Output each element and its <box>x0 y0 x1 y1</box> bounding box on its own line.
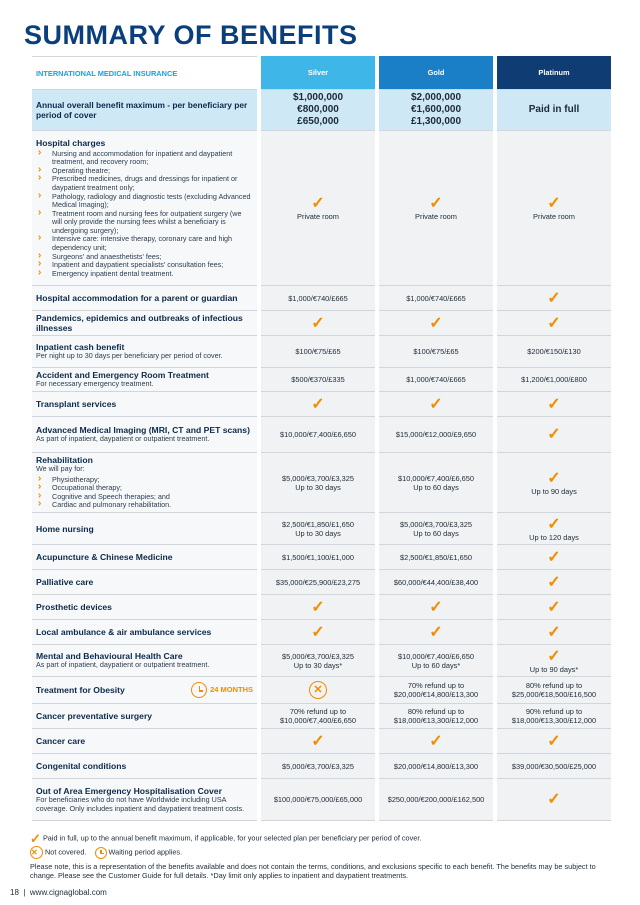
hospital-charges-gold: ✓ Private room <box>379 131 493 286</box>
table-row <box>32 368 611 392</box>
imaging-silver: $10,000/€7,400/£6,650 <box>261 417 375 453</box>
mental-platinum: ✓ Up to 90 days* <box>497 645 611 677</box>
accident-sub: For necessary emergency treatment. <box>36 379 154 389</box>
cash-benefit-platinum: $200/€150/£130 <box>497 336 611 368</box>
check-icon: ✓ <box>30 831 41 846</box>
cancer-prev-platinum: 90% refund up to $18,000/€13,300/£12,000 <box>497 704 611 729</box>
ambulance-label: Local ambulance & air ambulance services <box>36 627 212 637</box>
hospital-charges-cell <box>32 131 257 286</box>
parent-accom-label: Hospital accommodation for a parent or guardian <box>36 293 238 303</box>
rehab-silver: $5,000/€3,700/£3,325 Up to 30 days <box>261 453 375 513</box>
not-covered-icon: ✕ <box>30 846 43 859</box>
pandemics-label: Pandemics, epidemics and outbreaks of infectious illnesses <box>36 313 243 333</box>
hospital-charges-platinum: ✓ Private room <box>497 131 611 286</box>
obesity-gold: 70% refund up to $20,000/€14,800/£13,300 <box>379 677 493 704</box>
hospital-charges-silver: ✓ Private room <box>261 131 375 286</box>
accident-label: Accident and Emergency Room Treatment <box>36 370 209 381</box>
table-row <box>32 131 611 286</box>
table-row <box>32 779 611 821</box>
check-icon: ✓ <box>547 623 561 641</box>
accident-gold: $1,000/€740/£665 <box>379 368 493 392</box>
check-icon: ✓ <box>429 395 443 413</box>
check-icon: ✓ <box>547 791 561 808</box>
table-row <box>32 620 611 645</box>
rehab-platinum: ✓ Up to 90 days <box>497 453 611 513</box>
legend-paid-in-full: ✓ Paid in full, up to the annual benefit maximum, if applicable, for your selected plan per beneficiary per period of cover. <box>30 831 422 846</box>
acupuncture-gold: $2,500/€1,850/£1,650 <box>379 545 493 570</box>
mental-sub: As part of inpatient, daypatient or outpatient treatment. <box>36 660 210 670</box>
list-item: › Cognitive and Speech therapies; and <box>36 493 253 502</box>
annual-max-silver: $1,000,000 €800,000 £650,000 <box>261 90 375 131</box>
table-row <box>32 595 611 620</box>
imaging-gold: $15,000/€12,000/£9,650 <box>379 417 493 453</box>
plan-platinum-header: Platinum <box>497 56 611 90</box>
website-link: www.cignaglobal.com <box>29 888 107 897</box>
check-icon: ✓ <box>547 469 561 487</box>
rehab-list <box>36 476 253 510</box>
acupuncture-label: Acupuncture & Chinese Medicine <box>36 552 173 562</box>
list-item: › Treatment room and nursing fees for outpatient surgery (we will only provide the nursing fees whilst a beneficiary is undergoing surgery); <box>36 210 253 236</box>
check-icon: ✓ <box>311 395 325 413</box>
obesity-label: Treatment for Obesity <box>36 684 125 695</box>
imaging-sub: As part of inpatient, daypatient or outpatient treatment. <box>36 434 210 444</box>
home-nursing-gold: $5,000/€3,700/£3,325 Up to 60 days <box>379 513 493 545</box>
plan-silver-header: Silver <box>261 56 375 90</box>
out-of-area-gold: $250,000/€200,000/£162,500 <box>379 779 493 821</box>
table-row <box>32 677 611 704</box>
check-icon: ✓ <box>547 598 561 616</box>
cancer-care-label: Cancer care <box>36 736 86 746</box>
page-title: SUMMARY OF BENEFITS <box>24 20 358 50</box>
check-icon: ✓ <box>547 647 561 665</box>
rehab-label: Rehabilitation <box>36 455 93 466</box>
parent-accom-gold: $1,000/€740/£665 <box>379 286 493 311</box>
legend-symbols: ✕ Not covered. Waiting period applies. <box>31 847 183 857</box>
clock-icon <box>191 682 207 698</box>
table-header-row <box>32 56 611 90</box>
cancer-prev-gold: 80% refund up to $18,000/€13,300/£12,000 <box>379 704 493 729</box>
check-icon: ✓ <box>547 548 561 566</box>
check-icon: ✓ <box>311 623 325 641</box>
out-of-area-silver: $100,000/€75,000/£65,000 <box>261 779 375 821</box>
clock-icon <box>95 847 107 859</box>
palliative-label: Palliative care <box>36 577 94 587</box>
hospital-charges-list <box>36 150 253 279</box>
list-item: › Surgeons' and anaesthetists' fees; <box>36 253 253 262</box>
transplant-label: Transplant services <box>36 399 117 409</box>
check-icon: ✓ <box>547 395 561 413</box>
table-row <box>32 704 611 729</box>
table-row <box>32 570 611 595</box>
rehab-gold: $10,000/€7,400/£6,650 Up to 60 days <box>379 453 493 513</box>
cash-benefit-label: Inpatient cash benefit <box>36 342 125 353</box>
list-item: › Physiotherapy; <box>36 476 253 485</box>
check-icon: ✓ <box>547 515 561 533</box>
palliative-silver: $35,000/€25,900/£23,275 <box>261 570 375 595</box>
waiting-period-badge: 24 MONTHS <box>191 682 253 698</box>
cash-benefit-sub: Per night up to 30 days per beneficiary per period of cover. <box>36 351 223 361</box>
acupuncture-silver: $1,500/€1,100/£1,000 <box>261 545 375 570</box>
list-item: › Prescribed medicines, drugs and dressings for inpatient or daypatient treatment only; <box>36 175 253 192</box>
table-row <box>32 311 611 336</box>
table-row <box>32 392 611 417</box>
list-item: › Pathology, radiology and diagnostic tests (excluding Advanced Medical Imaging); <box>36 193 253 210</box>
out-of-area-sub: For beneficiaries who do not have Worldwide including USA coverage. Only includes inpatient and daypatient treatment costs. <box>36 795 245 813</box>
check-icon: ✓ <box>547 426 561 443</box>
check-icon: ✓ <box>311 598 325 616</box>
disclaimer: Please note, this is a representation of the benefits available and does not contain the terms, conditions, and exclusions specific to each benefit. The benefits may be subject to change. Please see the Customer Guide for full details. *Day limit only applies to inpatient and daypatient treatments. <box>30 862 596 880</box>
palliative-gold: $60,000/€44,400/£38,400 <box>379 570 493 595</box>
rehab-sub: We will pay for: <box>36 464 85 474</box>
page-number: 18 <box>10 888 19 897</box>
list-item: › Intensive care: intensive therapy, coronary care and high dependency unit; <box>36 235 253 252</box>
list-item: › Cardiac and pulmonary rehabilitation. <box>36 501 253 510</box>
congenital-silver: $5,000/€3,700/£3,325 <box>261 754 375 779</box>
table-row <box>32 336 611 368</box>
obesity-platinum: 80% refund up to $25,000/€18,500/£16,500 <box>497 677 611 704</box>
table-row <box>32 453 611 513</box>
check-icon: ✓ <box>311 732 325 750</box>
table-row <box>32 545 611 570</box>
not-covered-icon: ✕ <box>309 681 327 699</box>
congenital-platinum: $39,000/€30,500/£25,000 <box>497 754 611 779</box>
check-icon: ✓ <box>547 732 561 750</box>
mental-label: Mental and Behavioural Health Care <box>36 651 183 662</box>
accident-silver: $500/€370/£335 <box>261 368 375 392</box>
congenital-gold: $20,000/€14,800/£13,300 <box>379 754 493 779</box>
table-row <box>32 286 611 311</box>
plan-gold-header: Gold <box>379 56 493 90</box>
cash-benefit-gold: $100/€75/£65 <box>379 336 493 368</box>
check-icon: ✓ <box>547 289 561 307</box>
mental-silver: $5,000/€3,700/£3,325 Up to 30 days* <box>261 645 375 677</box>
footer: 18 | www.cignaglobal.com <box>10 888 107 897</box>
cancer-prev-silver: 70% refund up to $10,000/€7,400/£6,650 <box>261 704 375 729</box>
table-row <box>32 754 611 779</box>
check-icon: ✓ <box>429 195 443 212</box>
table-row <box>32 90 611 131</box>
check-icon: ✓ <box>311 314 325 332</box>
mental-gold: $10,000/€7,400/£6,650 Up to 60 days* <box>379 645 493 677</box>
parent-accom-silver: $1,000/€740/£665 <box>261 286 375 311</box>
check-icon: ✓ <box>429 623 443 641</box>
home-nursing-platinum: ✓ Up to 120 days <box>497 513 611 545</box>
check-icon: ✓ <box>311 195 325 212</box>
congenital-label: Congenital conditions <box>36 761 127 771</box>
check-icon: ✓ <box>429 598 443 616</box>
table-row <box>32 729 611 754</box>
check-icon: ✓ <box>547 573 561 591</box>
benefits-table <box>28 56 615 821</box>
list-item: › Nursing and accommodation for inpatient and daypatient treatment, and recovery room; <box>36 150 253 167</box>
imaging-label: Advanced Medical Imaging (MRI, CT and PET scans) <box>36 425 250 436</box>
list-item: › Emergency inpatient dental treatment. <box>36 270 253 279</box>
annual-max-platinum: Paid in full <box>497 90 611 131</box>
prosthetic-label: Prosthetic devices <box>36 602 112 612</box>
out-of-area-label: Out of Area Emergency Hospitalisation Cover <box>36 786 222 796</box>
list-item: › Inpatient and daypatient specialists' consultation fees; <box>36 261 253 270</box>
annual-max-gold: $2,000,000 €1,600,000 £1,300,000 <box>379 90 493 131</box>
table-row <box>32 645 611 677</box>
list-item: › Occupational therapy; <box>36 484 253 493</box>
accident-platinum: $1,200/€1,000/£800 <box>497 368 611 392</box>
table-row <box>32 417 611 453</box>
home-nursing-silver: $2,500/€1,850/£1,650 Up to 30 days <box>261 513 375 545</box>
cancer-prev-label: Cancer preventative surgery <box>36 711 153 721</box>
home-nursing-label: Home nursing <box>36 523 94 534</box>
cash-benefit-silver: $100/€75/£65 <box>261 336 375 368</box>
check-icon: ✓ <box>547 195 561 212</box>
check-icon: ✓ <box>429 732 443 750</box>
check-icon: ✓ <box>547 314 561 332</box>
list-item: › Operating theatre; <box>36 167 253 176</box>
section-heading: INTERNATIONAL MEDICAL INSURANCE <box>32 56 257 90</box>
annual-max-label: Annual overall benefit maximum - per beneficiary per period of cover <box>32 90 257 131</box>
check-icon: ✓ <box>429 314 443 332</box>
hospital-charges-title: Hospital charges <box>36 137 106 148</box>
table-row <box>32 513 611 545</box>
